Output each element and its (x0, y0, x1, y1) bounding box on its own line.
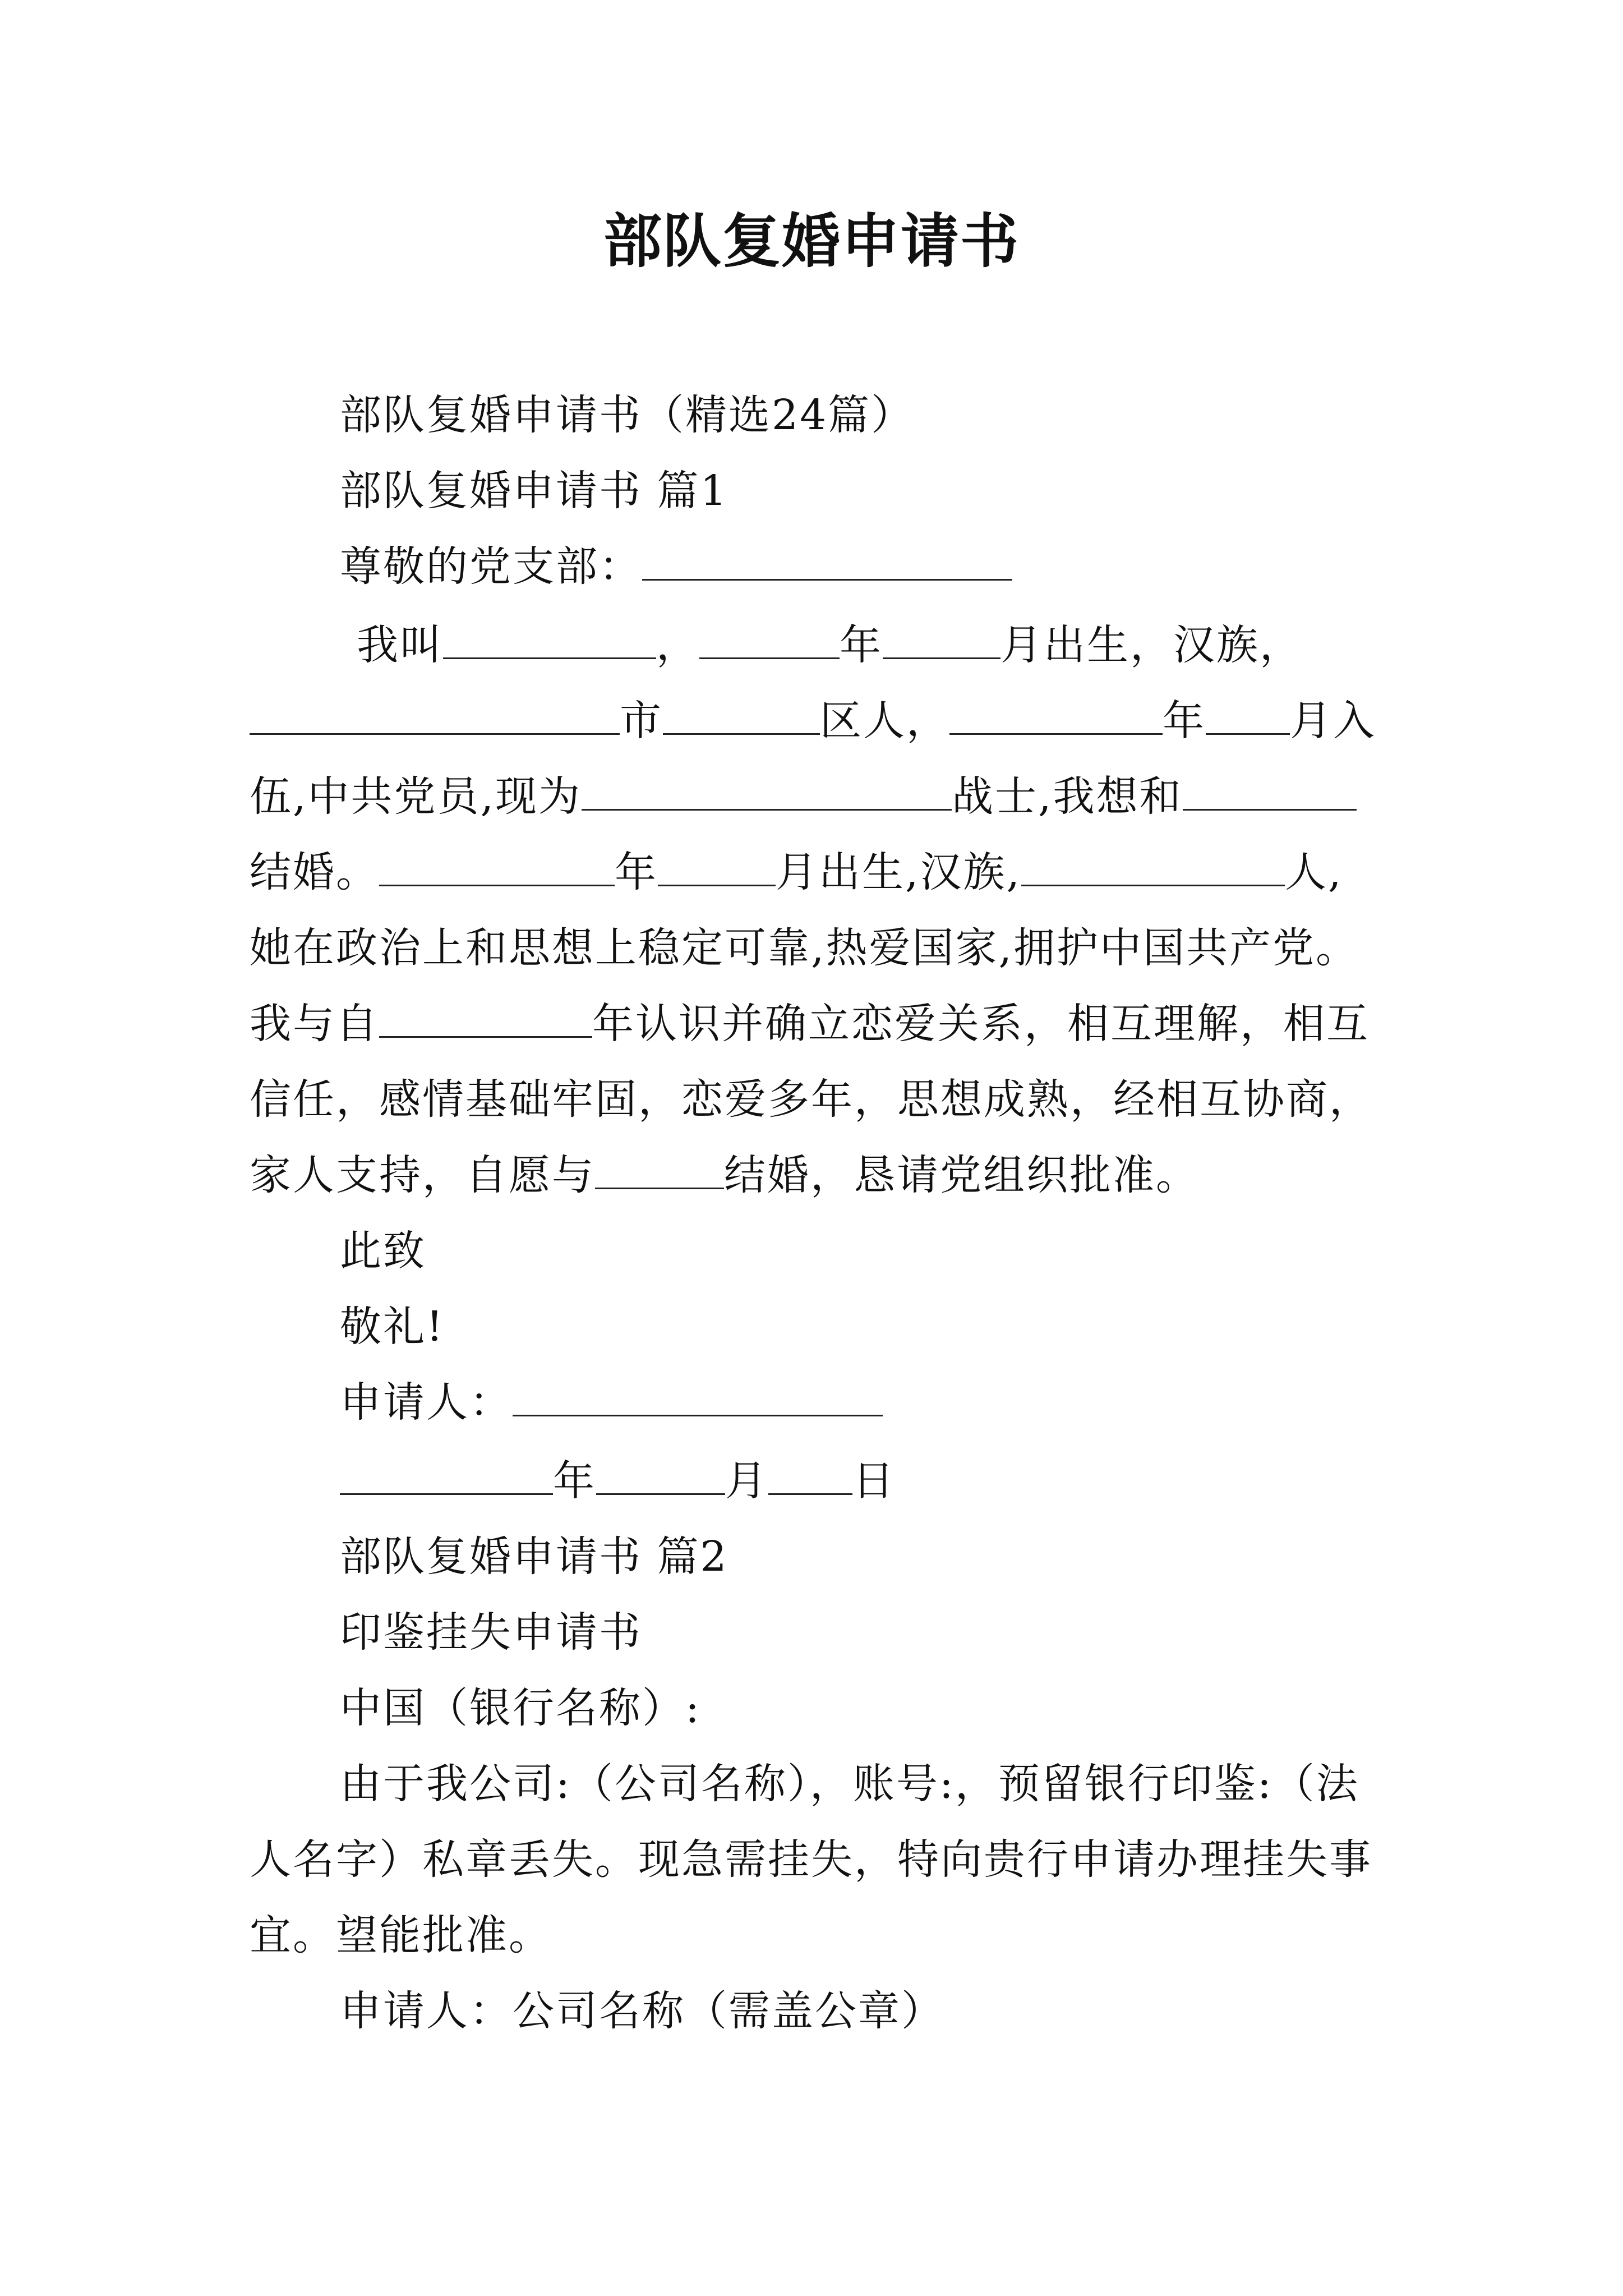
date-line (340, 1453, 1400, 1509)
section-2-applicant: 申请人：公司名称（需盖公章） (340, 1987, 944, 2035)
blank-field (340, 1454, 553, 1495)
salutation: 尊敬的党支部： (340, 542, 642, 591)
text: 月 (725, 1457, 768, 1505)
blank-field (663, 694, 820, 735)
applicant-line (340, 1374, 1400, 1430)
blank-field (513, 1375, 883, 1416)
blank-field (699, 618, 840, 659)
document-subtitle: 部队复婚申请书（精选24篇） (340, 391, 915, 439)
blank-field (883, 618, 1000, 659)
paragraph-line: 她在政治上和思想上稳定可靠,热爱国家,拥护中国共产党。 (250, 924, 1359, 972)
text: 人, (1285, 848, 1343, 896)
text: 日 (852, 1457, 896, 1505)
page-title: 部队复婚申请书 (603, 206, 1020, 275)
text: ， (656, 621, 699, 669)
addressee: 中国（银行名称）: (340, 1684, 701, 1732)
closing-line-2: 敬礼! (340, 1303, 445, 1351)
blank-field (379, 997, 592, 1038)
blank-field (379, 845, 615, 886)
salutation-line (340, 539, 1400, 595)
blank-field (949, 694, 1163, 735)
text: 家人支持，自愿与 (250, 1151, 595, 1199)
section-2-heading: 部队复婚申请书 篇2 (340, 1533, 728, 1581)
text: 我叫 (357, 621, 443, 669)
paragraph-line (250, 769, 1399, 825)
blank-field (642, 540, 1012, 581)
blank-field (443, 618, 656, 659)
text: 月出生，汉族， (1000, 621, 1303, 669)
text: 区人， (820, 697, 949, 745)
text: 年 (840, 621, 883, 669)
text: 我与自 (250, 1000, 379, 1048)
applicant-label: 申请人： (340, 1378, 513, 1427)
text: 战士,我想和 (952, 772, 1183, 821)
blank-field (595, 1148, 724, 1189)
blank-field (1183, 770, 1357, 811)
section-1-heading: 部队复婚申请书 篇1 (340, 467, 728, 515)
blank-field (582, 770, 952, 811)
paragraph-line: 信任，感情基础牢固，恋爱多年，思想成熟，经相互协商， (250, 1075, 1372, 1124)
text: 结婚。 (250, 848, 379, 896)
text: 月入 (1290, 697, 1376, 745)
text: 伍,中共党员,现为 (250, 772, 582, 821)
text: 结婚，恳请党组织批准。 (724, 1151, 1199, 1199)
text: 年 (1163, 697, 1206, 745)
paragraph-line (250, 844, 1399, 900)
paragraph-line (250, 996, 1399, 1052)
paragraph-line (250, 693, 1399, 749)
text: 年认识并确立恋爱关系，相互理解，相互 (592, 1000, 1370, 1048)
section-2-doc-title: 印鉴挂失申请书 (340, 1608, 642, 1657)
blank-field (1021, 845, 1285, 886)
text: 年 (553, 1457, 596, 1505)
blank-field (658, 845, 776, 886)
closing-line-1: 此致 (340, 1227, 426, 1275)
blank-field (768, 1454, 852, 1495)
paragraph-line (250, 1147, 1399, 1203)
blank-field (1206, 694, 1290, 735)
text: 月出生,汉族, (776, 848, 1022, 896)
paragraph-line (340, 617, 1400, 673)
paragraph-line: 由于我公司:（公司名称），账号:，预留银行印鉴:（法 (340, 1760, 1359, 1808)
paragraph-line: 宜。望能批准。 (250, 1911, 552, 1959)
text: 市 (620, 697, 663, 745)
paragraph-line: 人名字）私章丢失。现急需挂失，特向贵行申请办理挂失事 (250, 1835, 1372, 1884)
blank-field (250, 694, 620, 735)
blank-field (596, 1454, 725, 1495)
text: 年 (615, 848, 658, 896)
